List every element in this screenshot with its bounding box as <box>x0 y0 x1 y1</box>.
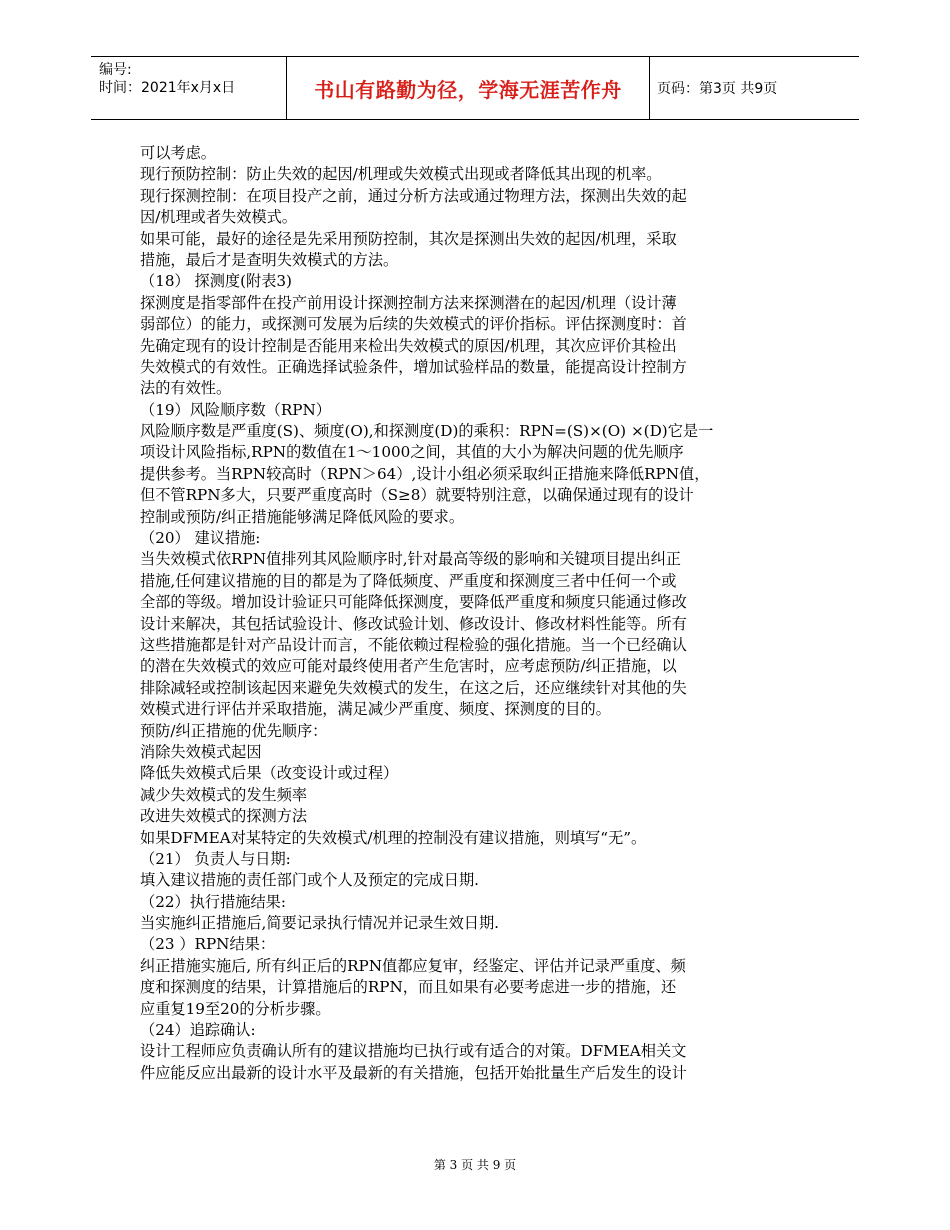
body-text-line: （24）追踪确认: <box>140 1021 256 1040</box>
body-text-line: 设计来解决，其包括试验设计、修改试验计划、修改设计、修改材料性能等。所有 <box>140 614 687 633</box>
body-text-line: 设计工程师应负责确认所有的建议措施均已执行或有适合的对策。DFMEA相关文 <box>140 1042 687 1061</box>
body-text-line: 探测度是指零部件在投产前用设计探测控制方法来探测潜在的起因/机理（设计薄 <box>140 293 677 312</box>
body-text-line: 项设计风险指标,RPN的数值在1～1000之间，其值的大小为解决问题的优先顺序 <box>140 443 684 462</box>
header-motto: 书山有路勤为径，学海无涯苦作舟 <box>314 77 622 102</box>
body-text-line: 填入建议措施的责任部门或个人及预定的完成日期. <box>140 871 479 890</box>
body-text-line: 措施,任何建议措施的目的都是为了降低频度、严重度和探测度三者中任何一个或 <box>140 571 677 590</box>
body-text-line: （20） 建议措施: <box>140 529 261 548</box>
body-text-line: 风险顺序数是严重度(S)、频度(O),和探测度(D)的乘积：RPN=(S)×(O) ×(D)它是一 <box>140 422 714 441</box>
body-text-line: 效模式进行评估并采取措施，满足减少严重度、频度、探测度的目的。 <box>140 700 611 719</box>
body-text-line: （18） 探测度(附表3) <box>140 272 292 291</box>
body-text-line: 因/机理或者失效模式。 <box>140 208 297 227</box>
body-text-line: 件应能反应出最新的设计水平及最新的有关措施，包括开始批量生产后发生的设计 <box>140 1063 687 1082</box>
body-text-line: 纠正措施实施后, 所有纠正后的RPN值都应复审，经鉴定、评估并记录严重度、频 <box>140 956 686 975</box>
body-text-line: 但不管RPN多大，只要严重度高时（S≥8）就要特别注意，以确保通过现有的设计 <box>140 486 694 505</box>
body-text-line: （21） 负责人与日期: <box>140 849 291 868</box>
body-text-line: 降低失效模式后果（改变设计或过程） <box>140 764 399 783</box>
body-text-line: 措施，最后才是查明失效模式的方法。 <box>140 250 399 269</box>
body-text-line: 如果可能，最好的途径是先采用预防控制，其次是探测出失效的起因/机理，采取 <box>140 229 677 248</box>
body-text-line: （19）风险顺序数（RPN） <box>140 400 331 419</box>
body-text-line: 减少失效模式的发生频率 <box>140 785 308 804</box>
body-text-line: 消除失效模式起因 <box>140 742 262 761</box>
document-time-label: 时间：2021年x月x日 <box>99 80 236 96</box>
body-text-line: 弱部位）的能力，或探测可发展为后续的失效模式的评价指标。评估探测度时：首 <box>140 315 687 334</box>
body-text-line: （23 ）RPN结果： <box>140 935 276 954</box>
document-body <box>140 143 820 1084</box>
body-text-line: 法的有效性。 <box>140 379 232 398</box>
page-header <box>91 56 859 120</box>
body-text-line: 控制或预防/纠正措施能够满足降低风险的要求。 <box>140 507 465 526</box>
body-text-line: 现行预防控制：防止失效的起因/机理或失效模式出现或者降低其出现的机率。 <box>140 165 662 184</box>
body-text-line: 改进失效模式的探测方法 <box>140 807 308 826</box>
header-meta <box>99 61 235 97</box>
body-text-line: 可以考虑。 <box>140 144 216 162</box>
body-text-line: （22）执行措施结果: <box>140 892 286 911</box>
page-footer: 第 3 页 共 9 页 <box>433 1158 517 1172</box>
body-text-line: 全部的等级。增加设计验证只可能降低探测度，要降低严重度和频度只能通过修改 <box>140 593 687 612</box>
body-text-line: 提供参考。当RPN较高时（RPN＞64）,设计小组必须采取纠正措施来降低RPN值， <box>140 464 710 483</box>
body-text-line: 当失效模式依RPN值排列其风险顺序时,针对最高等级的影响和关键项目提出纠正 <box>140 550 681 569</box>
body-text-line: 应重复19至20的分析步骤。 <box>140 999 331 1018</box>
document-number-label: 编号: <box>99 62 132 78</box>
body-text-line: 这些措施都是针对产品设计而言，不能依赖过程检验的强化措施。当一个已经确认 <box>140 635 687 654</box>
body-text-line: 现行探测控制：在项目投产之前，通过分析方法或通过物理方法，探测出失效的起 <box>140 186 687 205</box>
header-divider <box>649 57 650 119</box>
body-text-line: 预防/纠正措施的优先顺序： <box>140 721 328 740</box>
header-page-info: 页码：第3页 共9页 <box>657 81 778 97</box>
body-text-line: 如果DFMEA对某特定的失效模式/机理的控制没有建议措施，则填写“无”。 <box>140 828 647 847</box>
body-text-line: 失效模式的有效性。正确选择试验条件，增加试验样品的数量，能提高设计控制方 <box>140 357 687 376</box>
body-text-line: 当实施纠正措施后,简要记录执行情况并记录生效日期. <box>140 914 499 933</box>
body-text-line: 的潜在失效模式的效应可能对最终使用者产生危害时，应考虑预防/纠正措施，以 <box>140 657 677 676</box>
body-text-line: 先确定现有的设计控制是否能用来检出失效模式的原因/机理，其次应评价其检出 <box>140 336 677 355</box>
body-text-line: 排除减轻或控制该起因来避免失效模式的发生，在这之后，还应继续针对其他的失 <box>140 678 687 697</box>
body-text-line: 度和探测度的结果，计算措施后的RPN，而且如果有必要考虑进一步的措施，还 <box>140 978 677 997</box>
